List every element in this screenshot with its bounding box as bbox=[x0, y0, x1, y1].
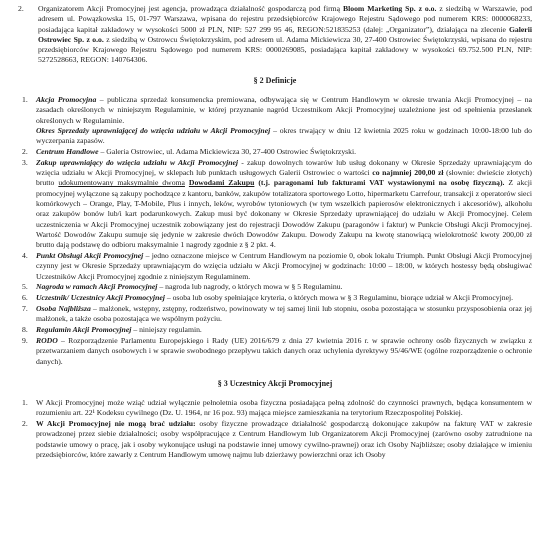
text-run: Organizatorem Akcji Promocyjnej jest agencja, prowadząca działalność gospodarczą pod firmą bbox=[38, 4, 343, 13]
definitions-list bbox=[18, 95, 532, 367]
item-number: 6. bbox=[22, 293, 28, 303]
organizer-paragraph bbox=[18, 4, 532, 66]
item-text bbox=[36, 304, 532, 325]
text-run: – Galeria Ostrowiec, ul. Adama Mickiewicza 30, 27-400 Ostrowiec Świętokrzyski. bbox=[98, 147, 357, 157]
participant-rule-item bbox=[18, 398, 532, 419]
item-text bbox=[36, 251, 532, 282]
organizer-firm-name: Bloom Marketing Sp. z o.o. bbox=[342, 4, 437, 13]
definition-item bbox=[18, 282, 532, 292]
definition-item bbox=[18, 95, 532, 146]
item-number: 2. bbox=[22, 419, 28, 429]
text-run: Z akcji promocyjnej wyłączone są zakupy pochodzące z kantoru, banków, zakupów totalizatora sportowego Lotto, hipermarketu Carrefour, transakcji z operatorów sieci komórkowych – Orange, Play, T-Mobile, Plus i innych, leków, wyrobów tytoniowych (w tym wszelkich papierosów elektronicznych i akcesoriów), alkoholu oraz zakupów bonów lub/i kart podarunkowych. Zakup musi być dokonany w Okresie Sprzedaży uprawniającej do udziału w Akcji Promocyjnej. Celem uczestniczenia w Akcji Promocyjnej uczestnik zobowiązany jest do rejestracji Dowodów Zakupu (paragonów i faktur) w Punkcie Obsługi Akcji Promocyjnej. Wartość Dowodów Zakupu sumuje się jedynie w zakresie dwóch Dowodów Zakupu. Dowody Zakupu na kwotę stanowiącą wielokrotność kwoty 200,00 zł brutto dają podstawę do odbioru maksymalnie 1 nagrody zgodnie z § 2 pkt. 4. bbox=[36, 178, 532, 250]
text-run: (słownie: dwieście złotych) brutto bbox=[36, 168, 532, 188]
text-run: – osoba lub osoby spełniające kryteria, o których mowa w § 3 Regulaminu, biorące udział w Akcji Promocyjnej. bbox=[164, 293, 514, 303]
item-number: 1. bbox=[22, 95, 28, 105]
text-run: osoby fizyczne prowadzące działalność gospodarczą dokonujące zakupów na fakturę VAT w zakresie prowadzonej przez siebie działalności; osoby współpracujące z Centrum Handlowym lub Organizatorem Akcji Promocyjnej (zarówno osoby zatrudnione na podstawie umowy o pracę, jak i osoby wykonujące usługi na podstawie innej umowy cywilno-prawnej) oraz ich Osoby Najbliższe; osoby działające w imieniu przedsiębiorców, które zawarły z Centrum Handlowym umowę najmu lub dzierżawy powierzchni oraz ich Osoby bbox=[36, 419, 532, 460]
item-number: 9. bbox=[22, 335, 28, 345]
text-run: – niniejszy regulamin. bbox=[131, 325, 202, 335]
bold-run: (t.j. paragonami lub fakturami VAT wystawionymi na osobę fizyczną). bbox=[254, 178, 505, 188]
item-number: 5. bbox=[22, 282, 28, 292]
defined-term: Punkt Obsługi Akcji Promocyjnej bbox=[36, 251, 144, 261]
item-text bbox=[36, 158, 532, 251]
item-number: 4. bbox=[22, 251, 28, 261]
text-run: z siedzibą w Warszawie, pod adresem ul. Powązkowska 15, 01-797 Warszawa, wpisana do rejestru przedsiębiorców Krajowego Rejestru Sądowego pod numerem KRS: 0000068233, posiadająca kapitał zakładowy w wysokości 5000 zł PLN, NIP: 527 299 95 46, REGON:521835253 (dalej: „Organizator”), działająca na zlecenie bbox=[38, 4, 532, 34]
text-run: - zakup dowolnych towarów lub usług dokonany w Okresie Sprzedaży uprawniającym do wzięcia udziału w Akcji Promocyjnej, w sklepach lub punktach usługowych Galerii Ostrowiec o wartości bbox=[36, 157, 533, 178]
item-number: 7. bbox=[22, 304, 28, 314]
defined-term: Akcja Promocyjna bbox=[36, 95, 97, 105]
item-number: 2. bbox=[22, 147, 28, 157]
definition-item bbox=[18, 325, 532, 335]
item-number: 2. bbox=[18, 4, 24, 13]
definition-item bbox=[18, 293, 532, 303]
item-number: 8. bbox=[22, 325, 28, 335]
defined-term: Nagroda w ramach Akcji Promocyjnej bbox=[36, 282, 158, 292]
item-text: W Akcji Promocyjnej może wziąć udział wyłącznie pełnoletnia osoba fizyczna posiadająca pełną zdolność do czynności prawnych, będąca konsumentem w rozumieniu art. 22¹ Kodeksu cywilnego (Dz. U. 1964, nr 16 poz. 93) mająca miejsce zamieszkania na terytorium Rzeczpospolitej Polskiej. bbox=[36, 398, 532, 418]
definition-item bbox=[18, 147, 532, 157]
item-number: 3. bbox=[22, 157, 28, 167]
defined-term: Regulamin Akcji Promocyjnej bbox=[36, 325, 132, 335]
item-text bbox=[36, 95, 532, 146]
bold-run: W Akcji Promocyjnej nie mogą brać udziału: bbox=[36, 419, 196, 429]
item-text bbox=[36, 419, 532, 460]
item-text bbox=[36, 282, 532, 292]
text-run: – okres trwający w dniu 12 kwietnia 2025 roku w godzinach 10:00-18:00 lub do wyczerpania zapasów. bbox=[36, 125, 532, 146]
defined-term: Centrum Handlowe bbox=[36, 147, 99, 157]
defined-term: Okres Sprzedaży uprawniającej do wzięcia udziału w Akcji Promocyjnej bbox=[36, 125, 271, 135]
defined-term: Zakup uprawniający do wzięcia udziału w Akcji Promocyjnej bbox=[36, 157, 239, 167]
participants-list bbox=[18, 398, 532, 460]
text-run: – Rozporządzenie Parlamentu Europejskiego i Rady (UE) 2016/679 z dnia 27 kwietnia 2016 r. w sprawie ochrony osób fizycznych w związku z przetwarzaniem danych osobowych i w sprawie swobodnego przepływu takich danych oraz uchylenia dyrektywy 95/46/WE (ogólne rozporządzenie o ochronie danych). bbox=[36, 335, 532, 366]
defined-term: Osoba Najbliższa bbox=[36, 304, 91, 314]
text-run: – nagroda lub nagrody, o których mowa w § 5 Regulaminu. bbox=[157, 282, 343, 292]
section-3-title: § 3 Uczestnicy Akcji Promocyjnej bbox=[217, 378, 333, 388]
section-2-title: § 2 Definicje bbox=[253, 75, 297, 85]
text-run: – małżonek, wstępny, zstępny, rodzeństwo, powinowaty w tej samej linii lub stopniu, osoba pozostająca w stosunku przysposobienia oraz jej małżonek, a także osoba pozostająca we wspólnym pożyciu. bbox=[36, 304, 532, 324]
definition-item bbox=[18, 158, 532, 251]
text-run: – jedno oznaczone miejsce w Centrum Handlowym na poziomie 0, obok lokalu Triumph. Punkt Obsługi Akcji Promocyjnej czynny jest w Okresie Sprzedaży uprawniającym do wzięcia udziału w Akcji Promocyjnej w godzinach: 10:00 – 18:00, w których hostessy będą obsługiwać Uczestników Akcji Promocyjnej zgodnie z niniejszym Regulaminem. bbox=[36, 251, 532, 281]
definition-item bbox=[18, 336, 532, 367]
participant-rule-item bbox=[18, 419, 532, 460]
definition-item bbox=[18, 251, 532, 282]
client-firm-name: Galerii Ostrowiec Sp. z o.o. bbox=[38, 24, 532, 44]
underlined-run: udokumentowany maksymalnie dwoma bbox=[58, 178, 185, 188]
text-run: – publiczna sprzedaż konsumencka premiowana, odbywająca się w Centrum Handlowym w okresie trwania Akcji Promocyjnej – na zasadach określonych w niniejszym Regulaminie, w której przyznanie nagród Uczestnikom Akcji Promocyjnej uzależnione jest od spełnienia przesłanek określonych w Regulaminie. bbox=[36, 95, 533, 125]
item-text bbox=[36, 147, 532, 157]
bold-run: co najmniej 200,00 zł bbox=[372, 168, 444, 178]
item-text bbox=[36, 293, 532, 303]
defined-term: Uczestnik/ Uczestnicy Akcji Promocyjnej bbox=[36, 293, 165, 303]
underlined-bold-run: Dowodami Zakupu bbox=[188, 178, 255, 188]
text-run: z siedzibą w Ostrowcu Świętokrzyskim, pod adresem ul. Adama Mickiewicza 30, 27-400 Ostrowiec Świętokrzyski, wpisana do rejestru przedsiębiorców Krajowego Rejestru Sądowego pod numerem KRS: 0000269085, posiadająca kapitał zakładowy w wysokości 69.752.500 PLN, NIP: 5272528663, REGON: 140764306. bbox=[38, 34, 533, 65]
item-text bbox=[36, 325, 532, 335]
item-text bbox=[36, 336, 532, 367]
item-text bbox=[38, 4, 532, 66]
definition-item bbox=[18, 304, 532, 325]
defined-term: RODO bbox=[36, 335, 58, 345]
item-number: 1. bbox=[22, 398, 28, 408]
